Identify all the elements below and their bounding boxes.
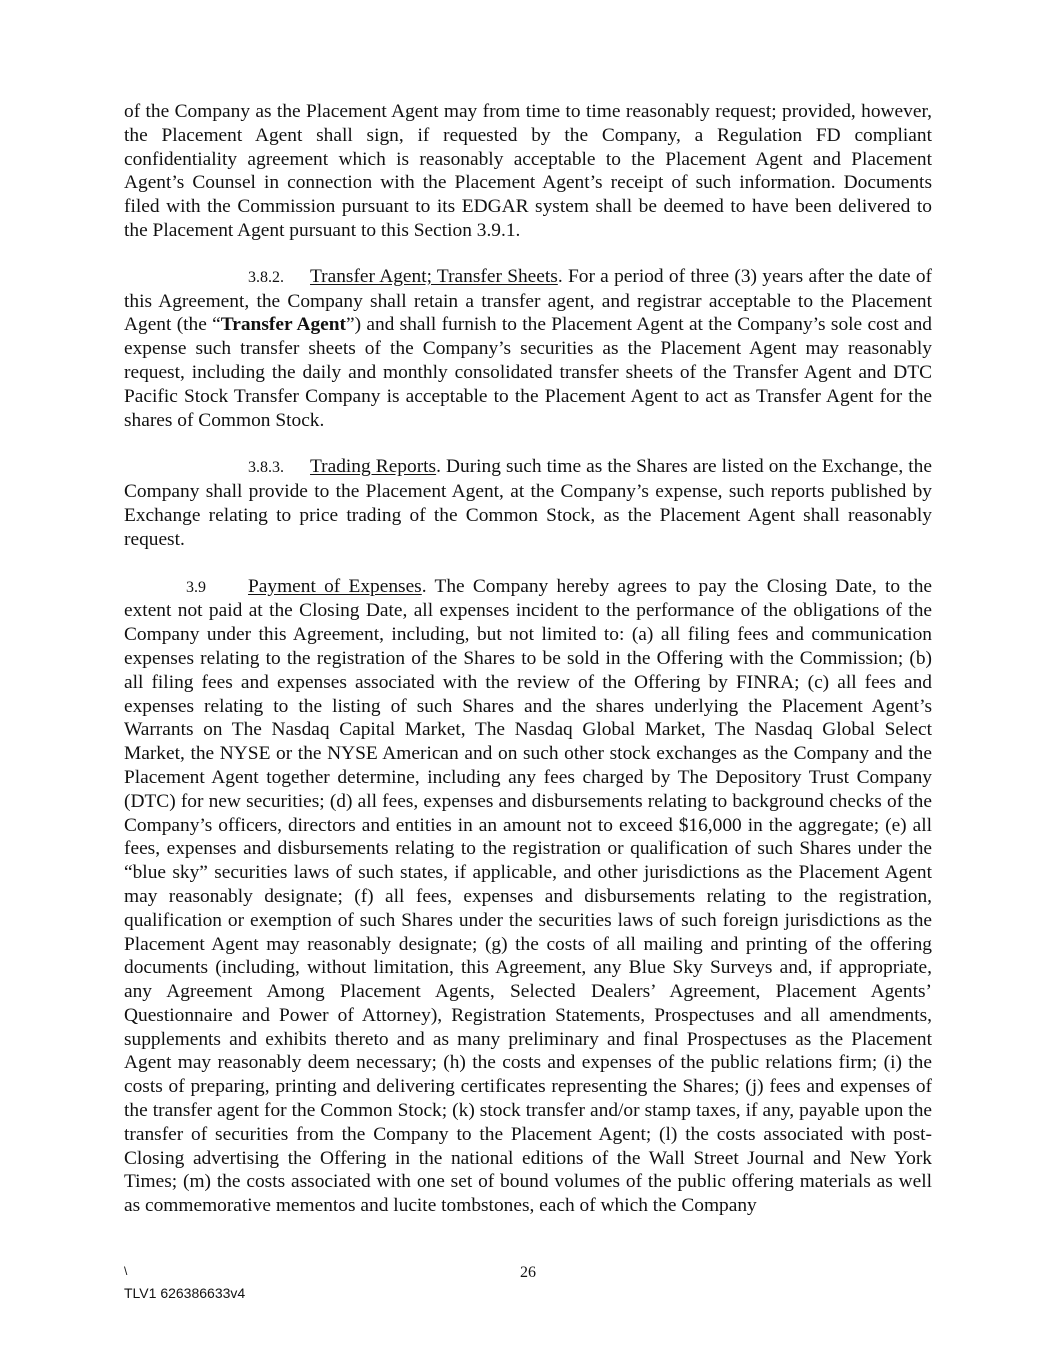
footer-slash: \ [124,1264,128,1278]
section-text: ”) and shall furnish to the Placement Agent at the Company’s sole cost and expense such transfer sheets of the Company’s securities as the Placement Agent may reasonably request, including the daily and monthly consolidated transfer sheets of the Transfer Agent and DTC Pacific Stock Transfer Company is acceptable to the Placement Agent to act as Transfer Agent for the shares of Common Stock. [124,314,932,431]
continued-paragraph: of the Company as the Placement Agent may from time to time reasonably request; provided, however, the Placement Agent shall sign, if requested by the Company, a Regulation FD compliant confidentiality agreement which is reasonably acceptable to the Placement Agent and Placement Agent’s Counsel in connection with the Placement Agent’s receipt of such information. Documents filed with the Commission pursuant to its EDGAR system shall be deemed to have been delivered to the Placement Agent pursuant to this Section 3.9.1. [124,101,932,241]
section-3-8-3 [124,455,932,551]
section-heading: Trading Reports [310,456,437,478]
section-text: . During such time as the Shares are listed on the Exchange, the Company shall provide to the Placement Agent, at the Company’s expense, such reports published by Exchange relating to price trading of the Common Stock, as the Placement Agent shall reasonably request. [124,456,932,550]
section-heading: Payment of Expenses [248,575,422,597]
section-3-9 [124,575,932,1219]
section-number: 3.9 [186,578,206,596]
section-number: 3.8.2. [248,268,284,286]
section-text: . For a period of three (3) years after the date of this Agreement, the Company shall retain a transfer agent, and registrar acceptable to the Placement Agent (the “ [124,265,932,336]
section-text: . The Company hereby agrees to pay the Closing Date, to the extent not paid at the Closing Date, all expenses incident to the performance of the obligations of the Company under this Agreement, including, but not limited to: (a) all filing fees and communication expenses relating to the registration of the Shares to be sold in the Offering with the Commission; (b) all filing fees and expenses associated with the review of the Offering by FINRA; (c) all fees and expenses relating to the listing of such Shares and the shares underlying the Placement Agent’s Warrants on The Nasdaq Capital Market, The Nasdaq Global Market, The Nasdaq Global Select Market, the NYSE or the NYSE American and on such other stock exchanges as the Company and the Placement Agent together determine, including any fees charged by The Depository Trust Company (DTC) for new securities; (d) all fees, expenses and disbursements relating to background checks of the Company’s officers, directors and entities in an amount not to exceed $16,000 in the aggregate; (e) all fees, expenses and disbursements relating to the registration or qualification of such Shares under the “blue sky” securities laws of such states, if applicable, and other jurisdictions as the Placement Agent may reasonably designate; (f) all fees, expenses and disbursements relating to the registration, qualification or exemption of such Shares under the securities laws of such foreign jurisdictions as the Placement Agent may reasonably designate; (g) the costs of all mailing and printing of the offering documents (including, without limitation, this Agreement, any Blue Sky Surveys and, if appropriate, any Agreement Among Placement Agents, Selected Dealers’ Agreement, Placement Agents’ Questionnaire and Power of Attorney), Registration Statements, Prospectuses and all amendments, supplements and exhibits thereto and as many preliminary and final Prospectuses as the Placement Agent may reasonably deem necessary; (h) the costs and expenses of the public relations firm; (i) the costs of preparing, printing and delivering certificates representing the Shares; (j) fees and expenses of the transfer agent for the Common Stock; (k) stock transfer and/or stamp taxes, if any, payable upon the transfer of securities from the Company to the Placement Agent; (l) the costs associated with post-Closing advertising the Offering in the national editions of the Wall Street Journal and New York Times; (m) the costs associated with one set of bound volumes of the public offering materials as well as commemorative mementos and lucite tombstones, each of which the Company [124,575,932,1217]
page-number: 26 [520,1264,536,1281]
section-heading: Transfer Agent; Transfer Sheets [310,265,558,287]
section-3-8-2 [124,265,932,433]
document-id: TLV1 626386633v4 [124,1285,246,1301]
section-number: 3.8.3. [248,459,284,477]
document-body [124,100,932,1241]
defined-term: Transfer Agent [220,314,346,336]
